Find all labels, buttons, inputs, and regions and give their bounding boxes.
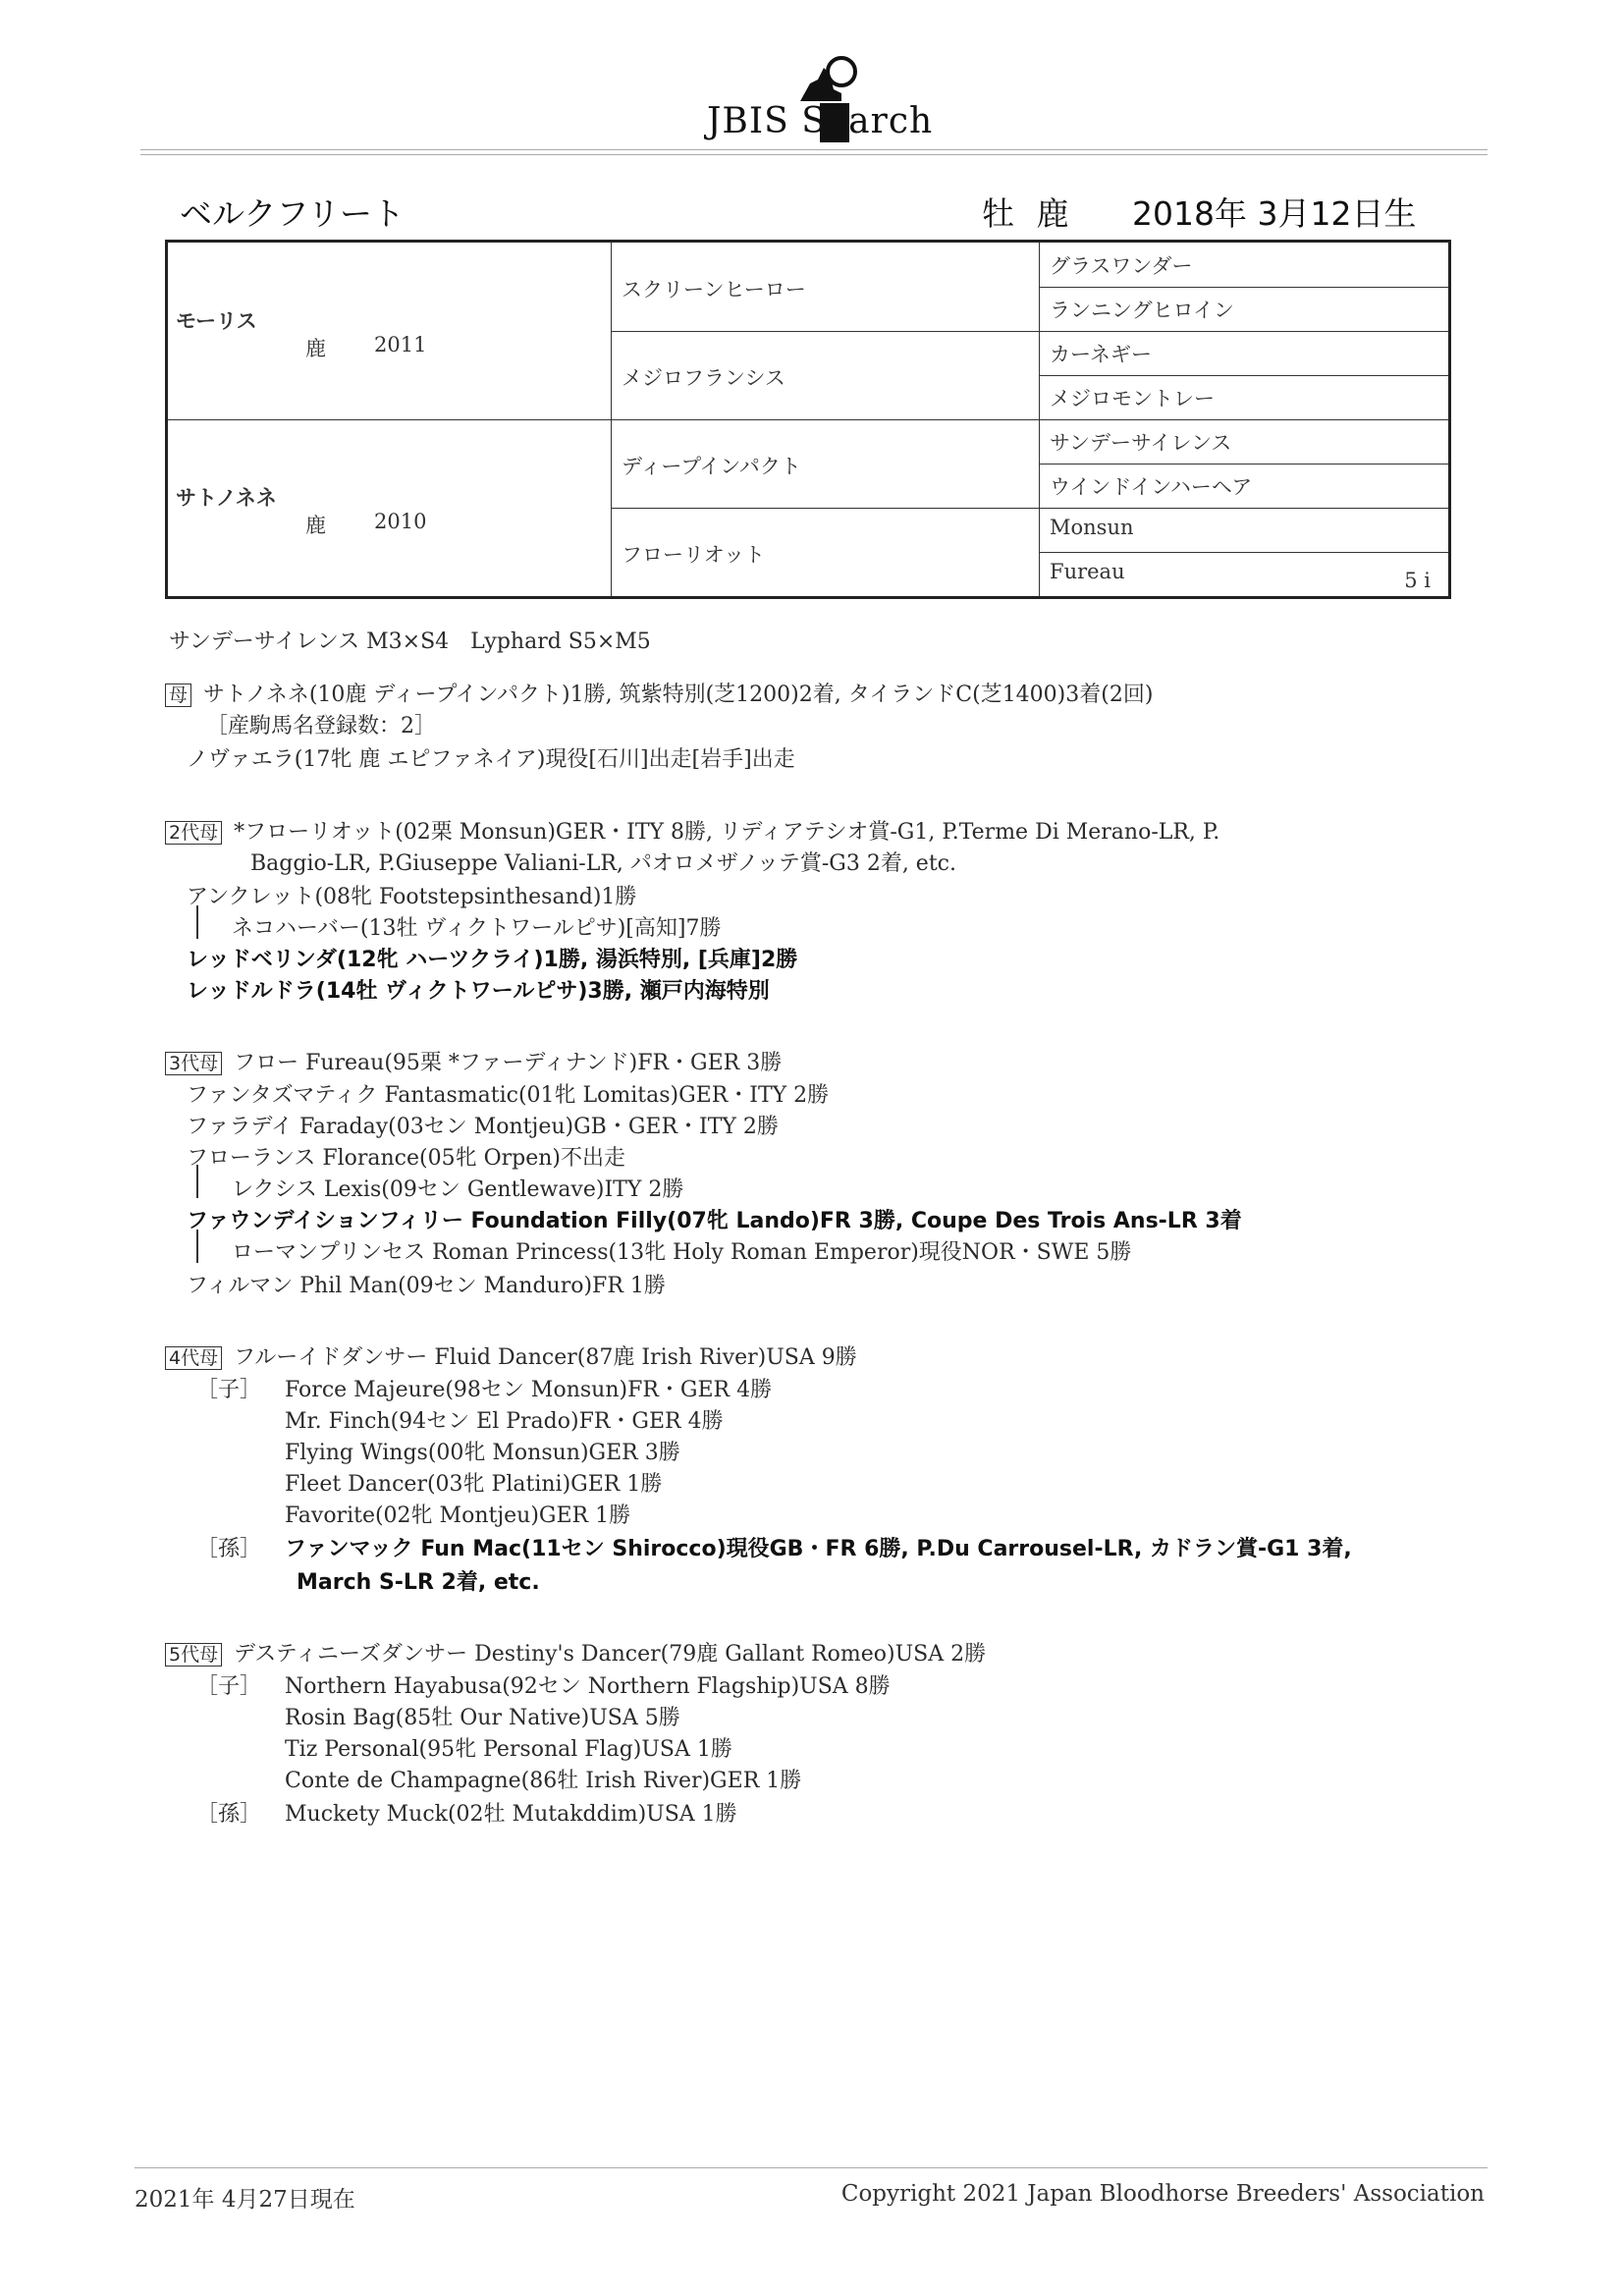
fifth-dam-record: デスティニーズダンサー Destiny's Dancer(79鹿 Gallant Romeo)USA 2勝 (234, 1642, 987, 1667)
gen3-ancestor: ランニングヒロイン (1050, 299, 1234, 322)
gen2-ancestor: フローリオット (622, 543, 766, 567)
grand-tag: ［孫］ (196, 1802, 262, 1827)
dam-progeny: ノヴァエラ(17牝 鹿 エピファネイア)現役[石川]出走[岩手]出走 (187, 747, 795, 772)
footer-date: 2021年 4月27日現在 (135, 2187, 355, 2213)
branch-connector (196, 905, 198, 939)
dam-section-line (165, 678, 1153, 708)
section-label-box: 5代母 (165, 1643, 222, 1667)
progeny-line (187, 974, 770, 1005)
gen3-ancestor: Fureau (1050, 560, 1125, 583)
section-label-box: 4代母 (165, 1346, 222, 1370)
gen3-ancestor: メジロモントレー (1050, 387, 1215, 410)
header-rule (140, 154, 1488, 155)
gen3-ancestor: ウインドインハーヘア (1050, 475, 1253, 499)
child-line: Mr. Finch(94セン El Prado)FR・GER 4勝 (285, 1409, 724, 1434)
horse-birth: 2018年 3月12日生 (1132, 194, 1417, 233)
header-rule (140, 149, 1488, 150)
gen3-ancestor: サンデーサイレンス (1050, 431, 1232, 455)
child-tag: ［子］ (196, 1674, 262, 1699)
horse-color: 鹿 (1036, 194, 1069, 233)
section-label-box: 母 (165, 683, 191, 707)
pedigree-table (165, 240, 1451, 599)
child-line: Northern Hayabusa(92セン Northern Flagship)USA 8勝 (285, 1674, 891, 1699)
section-label-box: 3代母 (165, 1052, 222, 1075)
dam-name: サトノネネ (176, 486, 277, 510)
second-dam-record-cont: Baggio-LR, P.Giuseppe Valiani-LR, パオロメザノッテ賞-G3 2着, etc. (250, 851, 956, 876)
gen2-ancestor: スクリーンヒーロー (622, 278, 806, 301)
progeny-line: ファンタズマティク Fantasmatic(01牝 Lomitas)GER・ITY 2勝 (187, 1083, 830, 1108)
progeny-bold: ファウンデイションフィリー Foundation Filly(07牝 Lando)FR 3勝, Coupe Des Trois Ans-LR 3着 (187, 1209, 1242, 1233)
gen2-ancestor: メジロフランシス (622, 366, 785, 390)
child-line: Conte de Champagne(86牡 Irish River)GER 1勝 (285, 1769, 802, 1793)
grand-bold: ファンマック Fun Mac(11セン Shirocco)現役GB・FR 6勝, P.Du Carrousel-LR, カドラン賞-G1 3着, (285, 1537, 1352, 1561)
branch-connector (196, 1165, 198, 1198)
progeny-line (187, 1204, 1242, 1234)
logo-text: JBIS Search (707, 101, 934, 141)
progeny-line: アンクレット(08牝 Footstepsinthesand)1勝 (187, 885, 637, 909)
child-tag: ［子］ (196, 1378, 262, 1402)
branch-connector (196, 1230, 198, 1263)
footer-rule (135, 2167, 1488, 2168)
horse-sex: 牡 (982, 194, 1014, 233)
progeny-line: レクシス Lexis(09セン Gentlewave)ITY 2勝 (232, 1177, 684, 1202)
dam-year: 2010 (374, 510, 427, 533)
progeny-line (187, 943, 797, 973)
section-label-box: 2代母 (165, 821, 222, 845)
progeny-bold: レッドルドラ(14牡 ヴィクトワールピサ)3勝, 瀬戸内海特別 (187, 979, 770, 1004)
gen3-ancestor: カーネギー (1050, 343, 1152, 366)
second-dam-record: *フローリオット(02栗 Monsun)GER・ITY 8勝, リディアテシオ賞-G1, P.Terme Di Merano-LR, P. (234, 820, 1220, 845)
gen2-ancestor: ディープインパクト (622, 455, 801, 478)
sire-name: モーリス (176, 309, 257, 333)
jbis-logo (0, 54, 1624, 147)
grand-line: Muckety Muck(02牡 Mutakddim)USA 1勝 (285, 1802, 737, 1827)
progeny-line: フローランス Florance(05牝 Orpen)不出走 (187, 1146, 625, 1171)
fourth-dam-record: フルーイドダンサー Fluid Dancer(87鹿 Irish River)USA 9勝 (234, 1345, 857, 1370)
progeny-line: ネコハーバー(13牡 ヴィクトワールピサ)[高知]7勝 (232, 916, 722, 941)
progeny-line: ファラデイ Faraday(03セン Montjeu)GB・GER・ITY 2勝 (187, 1115, 779, 1139)
grand-line (285, 1532, 1352, 1562)
third-dam-line (165, 1046, 782, 1076)
child-line: Flying Wings(00牝 Monsun)GER 3勝 (285, 1441, 680, 1465)
progeny-bold: レッドベリンダ(12牝 ハーツクライ)1勝, 湯浜特別, [兵庫]2勝 (187, 948, 798, 972)
child-line: Favorite(02牝 Montjeu)GER 1勝 (285, 1503, 631, 1528)
child-line: Force Majeure(98セン Monsun)FR・GER 4勝 (285, 1378, 773, 1402)
grand-line-cont (297, 1565, 540, 1596)
progeny-line: ローマンプリンセス Roman Princess(13牝 Holy Roman Emperor)現役NOR・SWE 5勝 (232, 1240, 1132, 1265)
child-line: Fleet Dancer(03牝 Platini)GER 1勝 (285, 1472, 663, 1497)
gen3-ancestor: グラスワンダー (1050, 254, 1193, 278)
inbreeding-note: サンデーサイレンス M3×S4 Lyphard S5×M5 (169, 629, 651, 654)
child-line: Rosin Bag(85牡 Our Native)USA 5勝 (285, 1706, 680, 1730)
dam-color: 鹿 (305, 514, 326, 537)
family-number: 5 i (1404, 569, 1431, 592)
fourth-dam-line (165, 1340, 857, 1371)
dam-record: サトノネネ(10鹿 ディープインパクト)1勝, 筑紫特別(芝1200)2着, タイランドC(芝1400)3着(2回) (203, 683, 1154, 707)
third-dam-record: フロー Fureau(95栗 *ファーディナンド)FR・GER 3勝 (234, 1051, 783, 1075)
gen3-ancestor: Monsun (1050, 516, 1134, 539)
progeny-line: フィルマン Phil Man(09セン Manduro)FR 1勝 (187, 1274, 666, 1298)
horse-name: ベルクフリート (180, 194, 406, 233)
child-line: Tiz Personal(95牝 Personal Flag)USA 1勝 (285, 1737, 732, 1762)
grand-bold: March S-LR 2着, etc. (297, 1570, 540, 1595)
dam-foal-count: ［産駒馬名登録数：2］ (206, 714, 436, 738)
fifth-dam-line (165, 1637, 986, 1667)
grand-tag: ［孫］ (196, 1537, 262, 1561)
sire-year: 2011 (374, 333, 427, 356)
footer-copyright: Copyright 2021 Japan Bloodhorse Breeders' Association (840, 2181, 1485, 2207)
second-dam-line (165, 815, 1219, 846)
horse-meta (982, 189, 1428, 235)
sire-color: 鹿 (305, 337, 326, 360)
